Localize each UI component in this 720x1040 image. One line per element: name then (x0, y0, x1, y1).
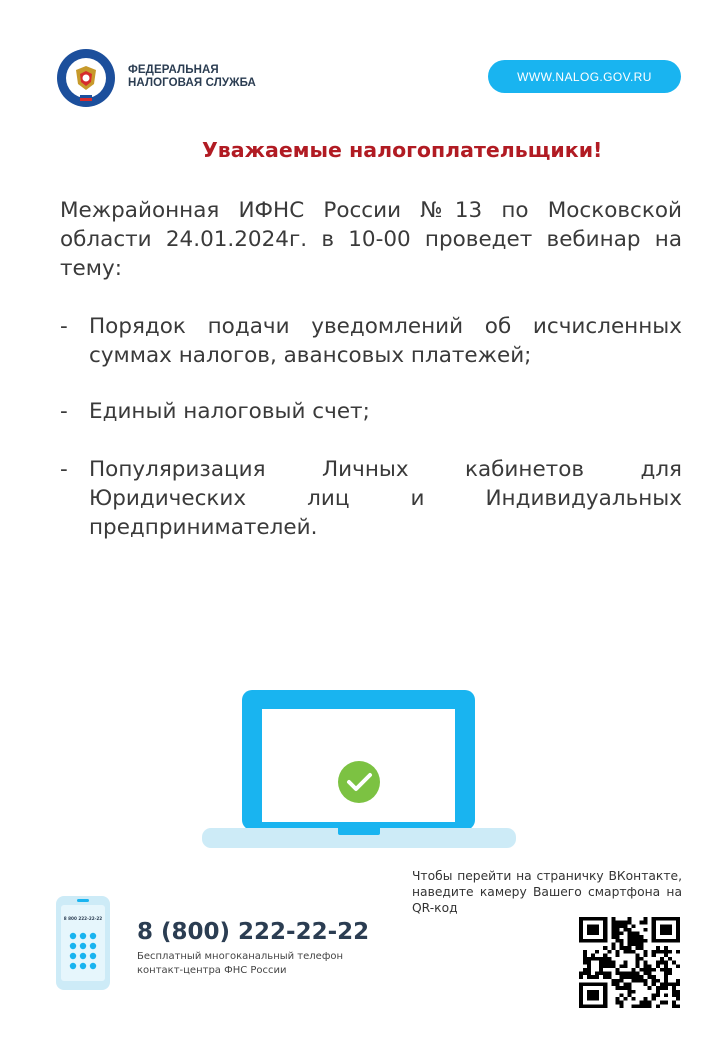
hotline-description-line1: Бесплатный многоканальный телефон (137, 951, 344, 962)
vk-qr-code[interactable] (579, 917, 680, 1008)
list-item-text: Популяризация Личных кабинетов для Юридических лиц и Индивидуальных предпринимателей. (89, 457, 682, 540)
list-item-text: Порядок подачи уведомлений об исчисленных суммах налогов, авансовых платежей; (89, 314, 682, 368)
qr-code-icon (579, 917, 680, 1008)
phone-screen-number: 8 800 222-22-22 (63, 916, 103, 921)
phone-illustration (56, 896, 110, 990)
intro-paragraph: Межрайонная ИФНС России №13 по Московской области 24.01.2024г. в 10-00 проведет вебинар на тему: (60, 198, 682, 281)
list-dash: - (60, 314, 68, 339)
greeting-heading: Уважаемые налогоплательщики! (202, 138, 603, 162)
fns-emblem-icon (56, 48, 116, 108)
hotline-phone-number[interactable]: 8 (800) 222-22-22 (137, 919, 370, 945)
list-item (60, 455, 682, 542)
list-item (60, 312, 682, 370)
check-circle-icon (338, 761, 380, 803)
hotline-description (137, 950, 343, 978)
laptop-illustration (202, 690, 516, 850)
agency-name (128, 64, 256, 90)
agency-name-line2: НАЛОГОВАЯ СЛУЖБА (128, 77, 256, 89)
fns-logo (56, 48, 116, 108)
hotline-description-line2: контакт-центра ФНС России (137, 965, 287, 976)
list-dash: - (60, 399, 68, 424)
list-item (60, 397, 682, 426)
phone-icon (56, 896, 110, 990)
website-link-button[interactable]: WWW.NALOG.GOV.RU (488, 60, 681, 93)
agency-name-line1: ФЕДЕРАЛЬНАЯ (128, 64, 219, 76)
laptop-icon (202, 690, 516, 850)
list-dash: - (60, 457, 68, 482)
vk-qr-instruction: Чтобы перейти на страничку ВКонтакте, наведите камеру Вашего смартфона на QR-код (412, 869, 682, 915)
list-item-text: Единый налоговый счет; (89, 399, 370, 424)
